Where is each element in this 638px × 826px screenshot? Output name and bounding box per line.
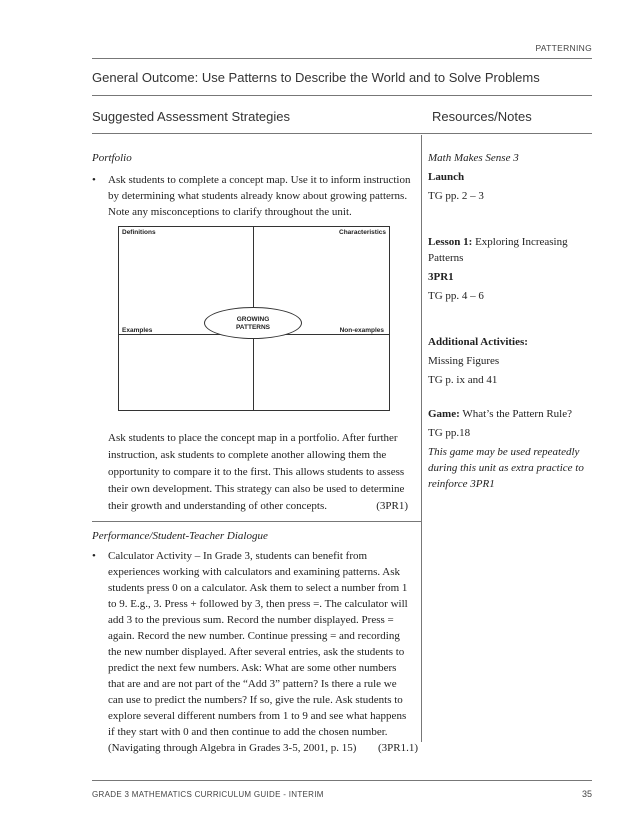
performance-heading: Performance/Student-Teacher Dialogue xyxy=(92,530,268,542)
column-title-rule xyxy=(92,133,592,134)
launch-pages: TG pp. 2 – 3 xyxy=(428,190,484,202)
outcome-rule xyxy=(92,95,592,96)
text-line: explore several different numbers from 1 to 9 and see what happens xyxy=(108,710,407,722)
game-name: What’s the Pattern Rule? xyxy=(459,408,572,420)
text-line: Ask students to place the concept map in a portfolio. After further xyxy=(108,432,398,444)
concept-map-definitions: Definitions xyxy=(122,229,156,236)
outcome-code: (3PR1.1) xyxy=(377,742,418,754)
text-line: their growth and understanding of other concepts. xyxy=(108,500,328,512)
text-line: Calculator Activity – In Grade 3, students can benefit from xyxy=(108,550,368,562)
additional-label: Additional Activities: xyxy=(428,336,528,348)
text-line: to 9. E.g., 3. Press + followed by 3, then press =. The calculator will xyxy=(108,598,408,610)
additional-name: Missing Figures xyxy=(428,355,500,367)
concept-map-center-line1: GROWING xyxy=(236,316,270,323)
game-pages: TG pp.18 xyxy=(428,427,471,439)
portfolio-bullet xyxy=(92,172,414,220)
game-note xyxy=(428,444,593,492)
column-title-assessment: Suggested Assessment Strategies xyxy=(92,109,291,124)
concept-map xyxy=(118,226,390,411)
text-line: students press 0 on a calculator. Ask them to select a number from 1 xyxy=(108,582,408,594)
text-line: that are and are not part of the “Add 3” pattern? Is there a rule we xyxy=(108,678,397,690)
text-line: during this unit as extra practice to xyxy=(428,462,584,474)
additional-pages: TG p. ix and 41 xyxy=(428,374,498,386)
concept-map-center-oval xyxy=(204,307,302,339)
concept-map-characteristics: Characteristics xyxy=(339,229,386,236)
column-title-resources: Resources/Notes xyxy=(432,109,532,124)
header-rule xyxy=(92,58,592,59)
footer-title: GRADE 3 MATHEMATICS CURRICULUM GUIDE - INTERIM xyxy=(92,790,324,799)
text-line: (Navigating through Algebra in Grades 3-5, 2001, p. 15) xyxy=(108,742,357,754)
lesson1-title: Exploring Increasing xyxy=(472,236,568,248)
concept-map-non-examples: Non-examples xyxy=(339,327,384,334)
portfolio-paragraph xyxy=(108,430,416,515)
text-line: can use to predict the numbers? If so, give the rule. Ask students to xyxy=(108,694,403,706)
concept-map-center-line2: PATTERNS xyxy=(235,324,271,331)
text-line: by determining what students already know about growing patterns. xyxy=(108,190,408,202)
lesson1-label: Lesson 1: xyxy=(428,236,473,248)
portfolio-heading: Portfolio xyxy=(92,152,132,164)
text-line: This game may be used repeatedly xyxy=(428,446,580,458)
running-head: PATTERNING xyxy=(535,43,592,53)
text-line: Ask students to complete a concept map. Use it to inform instruction xyxy=(108,174,411,186)
text-line: again. Record the new number. Continue pressing = and recording xyxy=(108,630,400,642)
general-outcome: General Outcome: Use Patterns to Describe the World and to Solve Problems xyxy=(92,70,540,85)
resource-title: Math Makes Sense 3 xyxy=(428,152,519,164)
bullet-icon: • xyxy=(92,550,96,562)
footer-rule xyxy=(92,780,592,781)
lesson1-title-cont: Patterns xyxy=(428,252,464,264)
text-line: add 3 to the previous sum. Record the number displayed. Press = xyxy=(108,614,394,626)
game-block xyxy=(428,406,593,492)
outcome-code: (3PR1) xyxy=(376,500,408,512)
launch-label: Launch xyxy=(428,171,465,183)
text-line: if they start with 0 and then continue to add the chosen number. xyxy=(108,726,388,738)
text-line: experiences working with calculators and examining patterns. Ask xyxy=(108,566,401,578)
bullet-icon: • xyxy=(92,174,96,186)
text-line: Note any misconceptions to clarify throughout the unit. xyxy=(108,206,352,218)
text-line: the new number displayed. After several entries, ask the students to xyxy=(108,646,405,658)
lesson1-outcome: 3PR1 xyxy=(428,271,454,283)
text-line: their own development. This strategy can also be used to determine xyxy=(108,483,405,495)
lesson1-pages: TG pp. 4 – 6 xyxy=(428,290,484,302)
text-line: reinforce 3PR1 xyxy=(428,478,495,490)
performance-section xyxy=(92,528,418,756)
calculator-bullet xyxy=(92,548,418,756)
text-line: predict the next few numbers. Ask: What are some other numbers xyxy=(108,662,397,674)
page-number: 35 xyxy=(581,789,592,799)
additional-block xyxy=(428,334,593,388)
section-rule xyxy=(92,521,421,522)
column-divider xyxy=(421,135,422,742)
portfolio-section xyxy=(92,150,414,220)
text-line: opportunity to compare it to the first. This allows students to assess xyxy=(108,466,405,478)
text-line: instruction, ask students to complete another allowing them the xyxy=(108,449,387,461)
game-label: Game: xyxy=(428,408,460,420)
resources-section xyxy=(428,150,593,492)
lesson1-block xyxy=(428,234,593,304)
concept-map-examples: Examples xyxy=(122,327,153,334)
